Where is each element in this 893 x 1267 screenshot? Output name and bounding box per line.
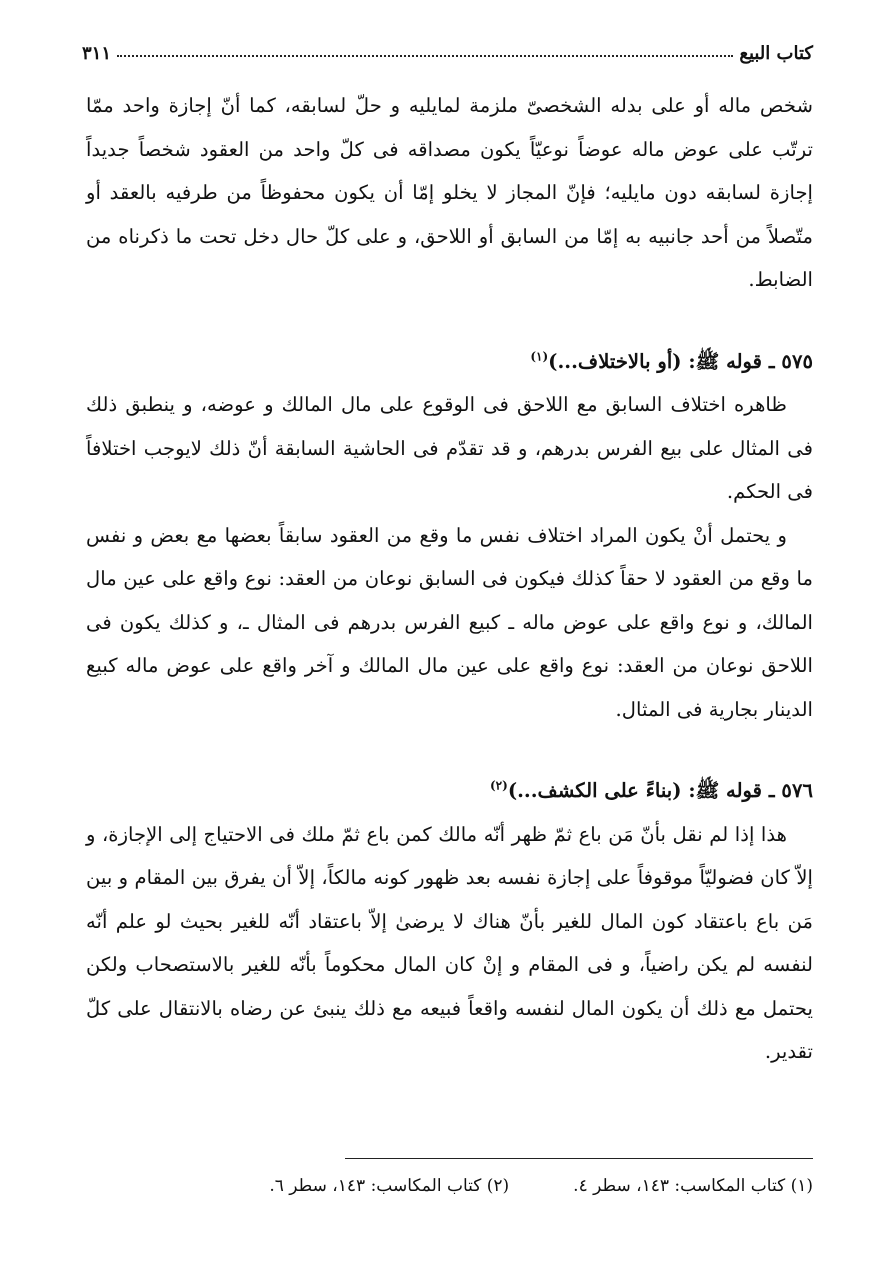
running-header xyxy=(82,30,813,64)
section-heading-576 xyxy=(86,769,813,813)
page-body xyxy=(86,84,813,1074)
section-heading-575 xyxy=(86,340,813,384)
footnote-divider xyxy=(345,1158,813,1159)
intro-paragraph: شخص ماله أو على بدله الشخصىّ ملزمة لمايليه و حلّ لسابقه، كما أنّ إجازة واحد ممّا ترتّب على عوض ماله عوضاً نوعيّاً يكون مصداقه فى كلّ واحد من العقود شخصاً جديداً إجازة لسابقه دون مايليه؛ فإنّ المجاز لا يخلو إمّا أن يكون محفوظاً من طرفيه بالعقد أو متّصلاً من أحد جانبيه به إمّا من السابق أو اللاحق، و على كلّ حال دخل تحت ما ذكرناه من الضابط. xyxy=(86,94,813,291)
heading-text: ٥٧٦ ـ قوله ﷺ: (بناءً على الكشف...) xyxy=(507,779,813,802)
header-dot-leader xyxy=(117,54,733,57)
footnote-ref: (٢) xyxy=(489,778,508,793)
footnote-2: (٢) كتاب المكاسب: ١٤٣، سطر ٦. xyxy=(269,1176,510,1196)
footnotes xyxy=(180,1174,813,1198)
page-number: ٣١١ xyxy=(82,43,112,64)
book-title: كتاب البيع xyxy=(739,43,813,64)
footnote-ref: (١) xyxy=(530,348,549,363)
paragraph: ظاهره اختلاف السابق مع اللاحق فى الوقوع على مال المالك و عوضه، و ينطبق ذلك فى المثال على بيع الفرس بدرهم، و قد تقدّم فى الحاشية السابقة أنّ ذلك لايوجب اختلافاً فى الحكم. xyxy=(86,393,813,503)
footnote-1: (١) كتاب المكاسب: ١٤٣، سطر ٤. xyxy=(573,1176,813,1196)
paragraph: هذا إذا لم نقل بأنّ مَن باع ثمّ ظهر أنّه مالك كمن باع ثمّ ملك فى الاحتياج إلى الإجازة، و إلاّ كان فضوليّاً موقوفاً على إجازة نفسه بعد ظهور كونه مالكاً، إلاّ أن يفرق بين المقام و بين مَن باع باعتقاد كون المال للغير بأنّ هناك لا يرضىٰ إلاّ باعتقاد أنّه للغير بحيث لو علم أنّه لنفسه لم يكن راضياً، و فى المقام و إنْ كان المال محكوماً بأنّه للغير بالاستصحاب ولكن يحتمل مع ذلك أن يكون المال لنفسه واقعاً فبيعه مع ذلك ينبئ عن رضاه بالانتقال على كلّ تقدير. xyxy=(86,822,813,1063)
paragraph: و يحتمل أنْ يكون المراد اختلاف نفس ما وقع من العقود سابقاً بعضها مع بعض و نفس ما وقع من العقود لا حقاً كذلك فيكون فى السابق نوعان من العقد: نوع واقع على عين مال المالك، و نوع واقع على عوض ماله ـ كبيع الفرس بدرهم فى المثال ـ، و كذلك يكون فى اللاحق نوعان من العقد: نوع واقع على عين مال المالك و آخر واقع على عوض ماله كبيع الدينار بجارية فى المثال. xyxy=(86,523,813,721)
heading-text: ٥٧٥ ـ قوله ﷺ: (أو بالاختلاف...) xyxy=(548,349,813,373)
